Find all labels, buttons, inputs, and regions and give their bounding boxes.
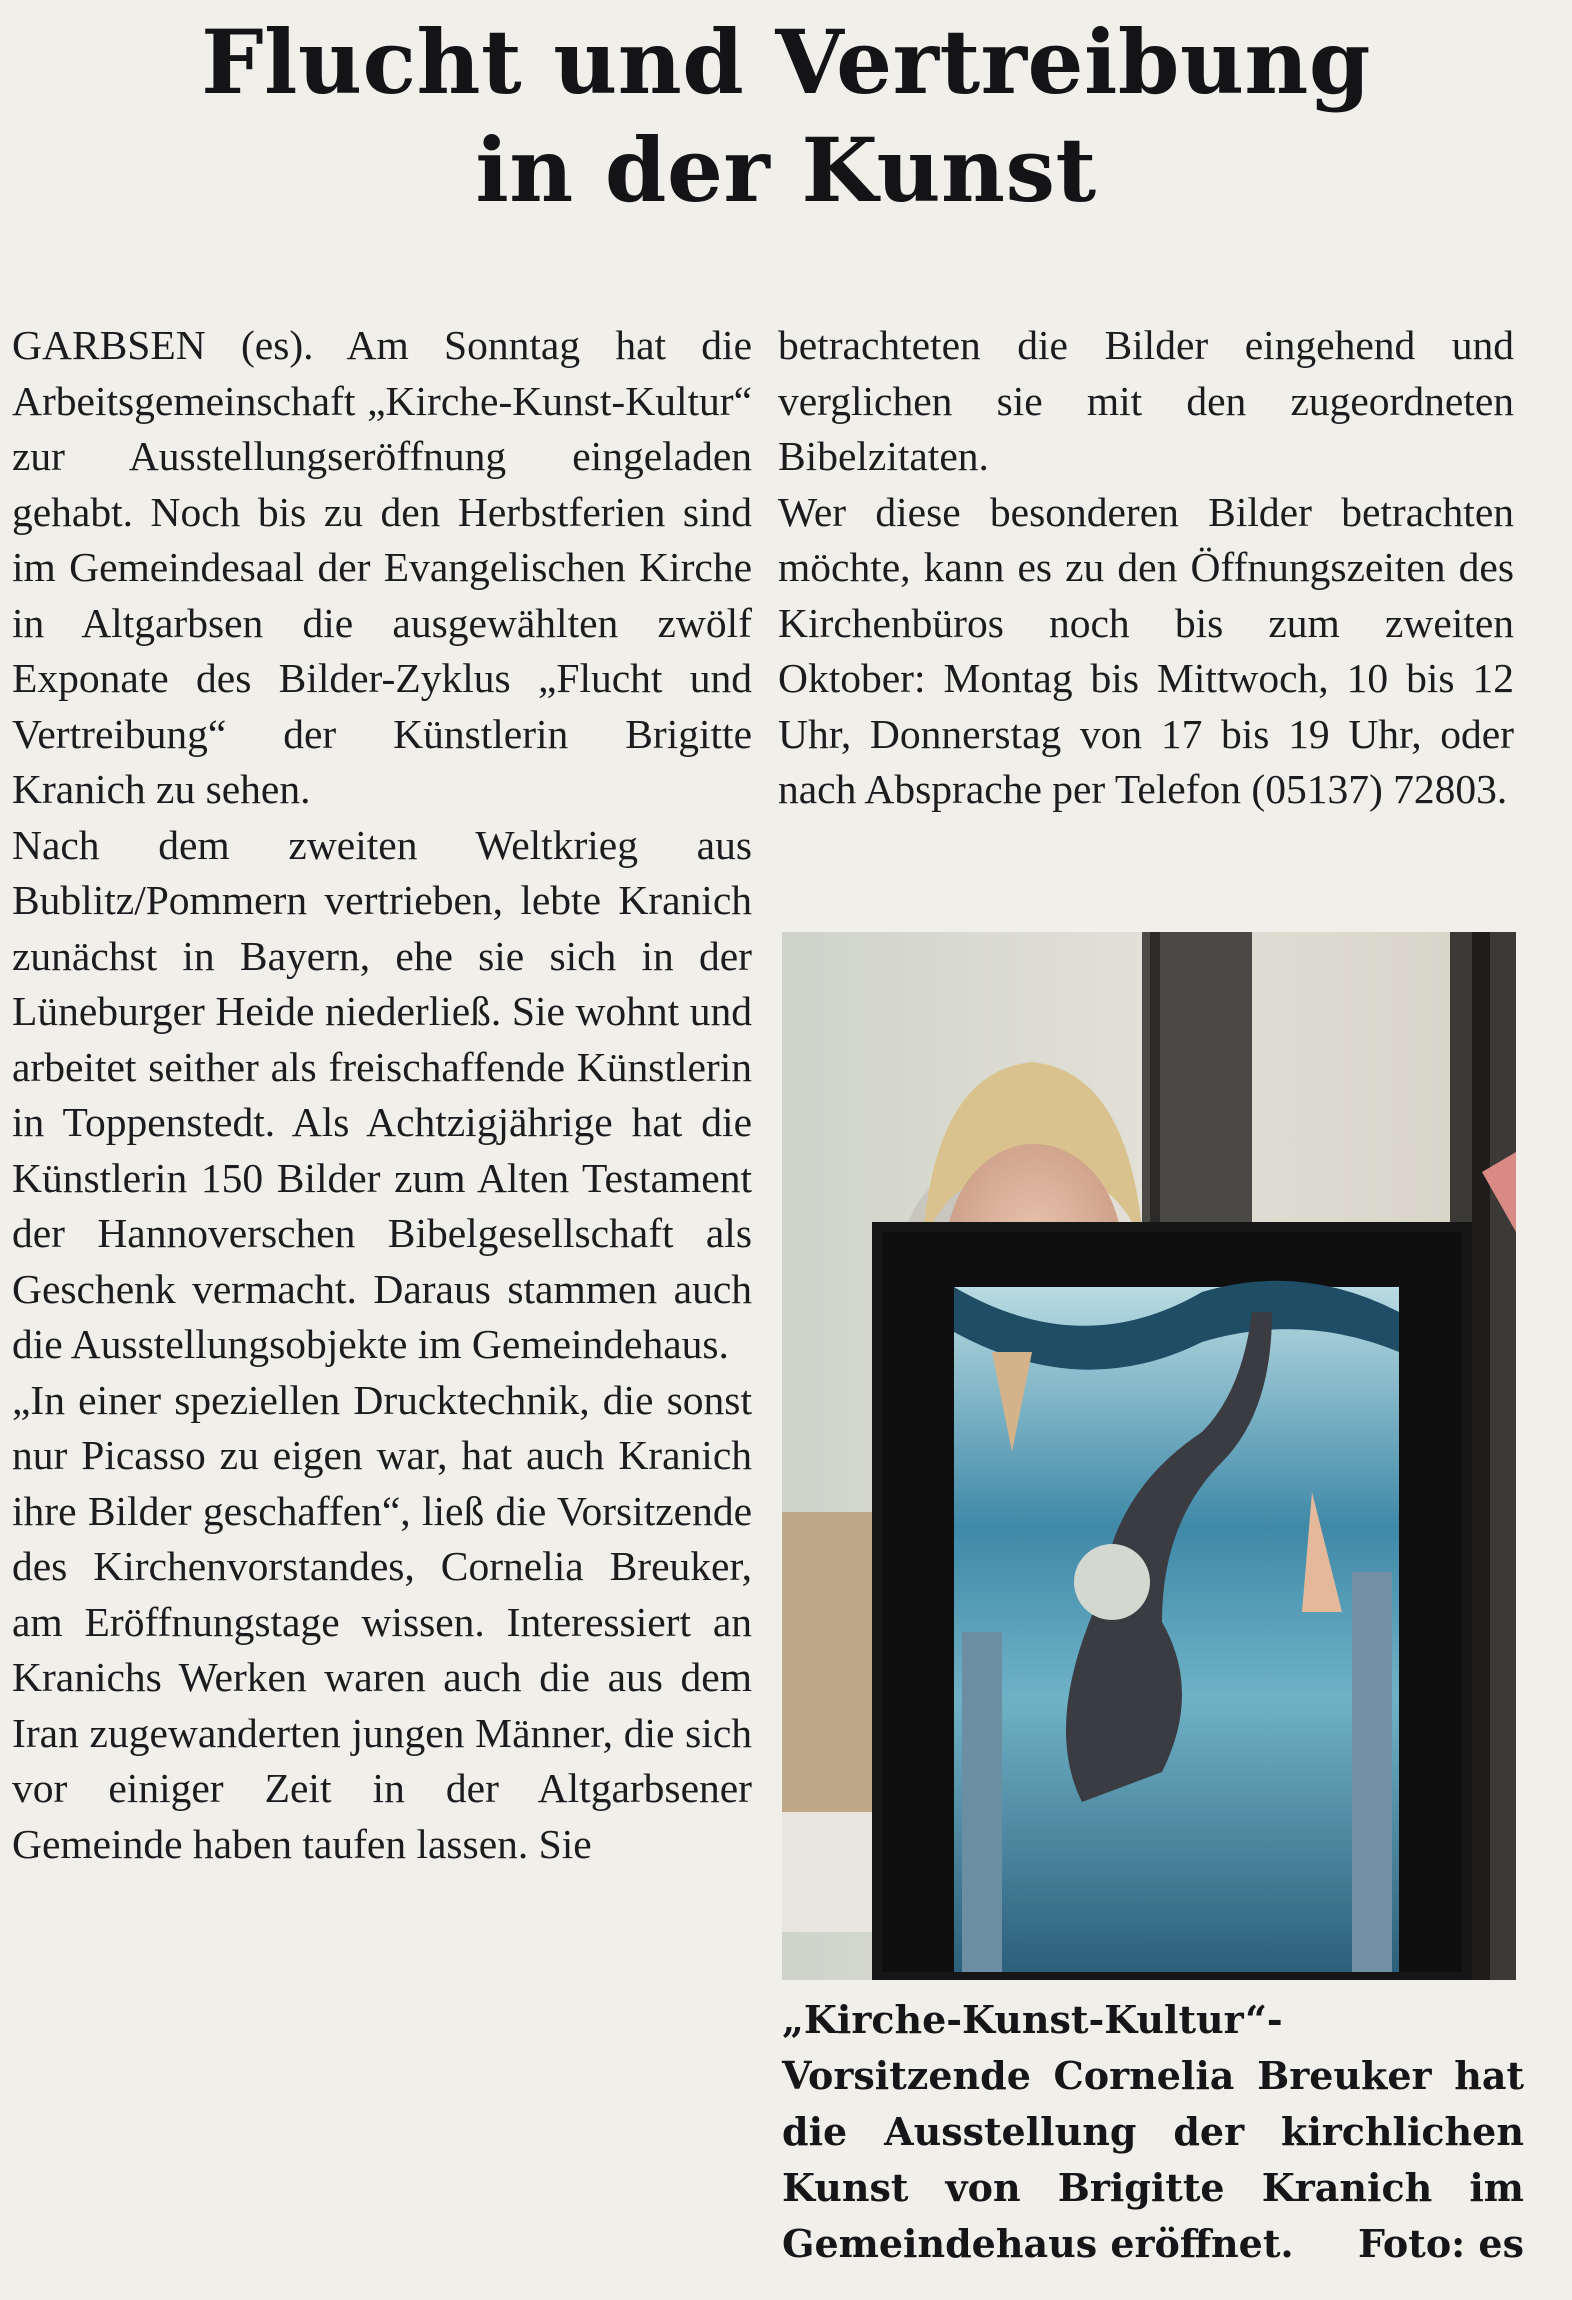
headline-line-2: in der Kunst [475, 118, 1097, 222]
photo-credit: Foto: es [1358, 2221, 1524, 2266]
paragraph-opening-hours: Wer diese besonderen Bilder betrachten möchte, kann es zu den Öffnungszeiten des Kirchenbüros noch bis zum zweiten Oktober: Montag bis Mittwoch, 10 bis 12 Uhr, Donnerstag von 17 bis 19 Uhr, oder nach Absprache per Telefon (05137) 72803. [778, 488, 1514, 812]
headline-line-1: Flucht und Vertreibung [201, 10, 1371, 114]
paragraph-quote: „In einer speziellen Drucktechnik, die sonst nur Picasso zu eigen war, hat auch Kranich ihre Bilder geschaffen“, ließ die Vorsitzende des Kirchenvorstandes, Cornelia Breuker, am Eröffnungstage wissen. Interessiert an Kranichs Werken waren auch die aus dem Iran zugewanderten jungen Männer, die sich vor einiger Zeit in der Altgarbsener Gemeinde haben taufen lassen. Sie [12, 1376, 752, 1867]
caption-text: „Kirche-Kunst-Kultur“-Vorsitzende Cornelia Breuker hat die Ausstellung der kirchlichen Kunst von Brigitte Kranich im Gemeindehaus eröffnet. [782, 1997, 1524, 2266]
article-headline [0, 8, 1572, 224]
paragraph-intro: GARBSEN (es). Am Sonntag hat die Arbeitsgemeinschaft „Kirche-Kunst-Kultur“ zur Ausstellungseröffnung eingeladen gehabt. Noch bis zu den Herbstferien sind im Gemeindesaal der Evangelischen Kirche in Altgarbsen die ausgewählten zwölf Exponate des Bilder-Zyklus „Flucht und Vertreibung“ der Künstlerin Brigitte Kranich zu sehen. [12, 322, 752, 812]
photo-caption [782, 1992, 1524, 2272]
paragraph-continuation: betrachteten die Bilder eingehend und verglichen sie mit den zugeordneten Bibelzitaten. [778, 322, 1514, 479]
right-column [778, 318, 1514, 818]
paragraph-biography: Nach dem zweiten Weltkrieg aus Bublitz/Pommern vertrieben, lebte Kranich zunächst in Bayern, ehe sie sich in der Lüneburger Heide niederließ. Sie wohnt und arbeitet seither als freischaffende Künstlerin in Toppenstedt. Als Achtzigjährige hat die Künstlerin 150 Bilder zum Alten Testament der Hannoverschen Bibelgesellschaft als Geschenk vermacht. Daraus stammen auch die Ausstellungsobjekte im Gemeindehaus. [12, 821, 752, 1367]
article-photo [782, 932, 1516, 1980]
left-column [12, 318, 752, 1872]
